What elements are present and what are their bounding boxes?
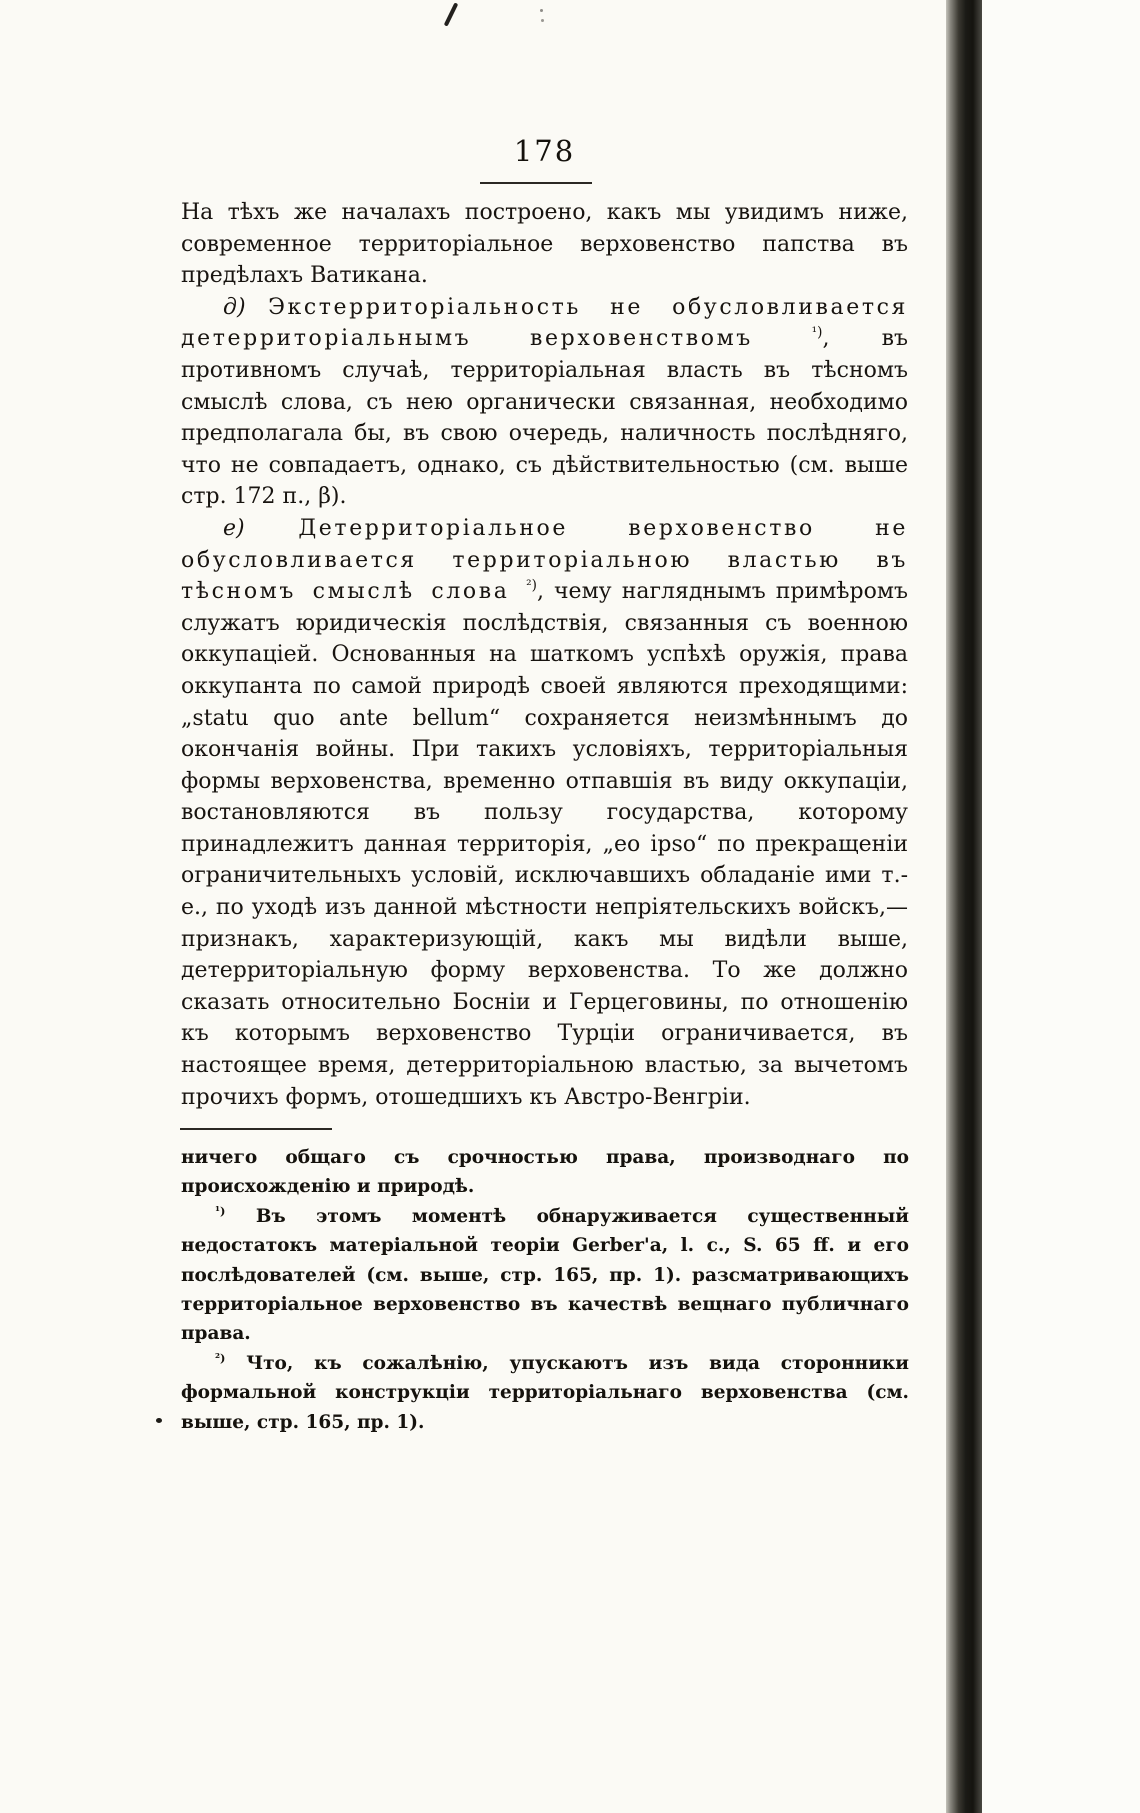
item-marker: е): [223, 515, 299, 541]
scan-right-margin: [982, 0, 1140, 1813]
footnote-continuation: [181, 1143, 909, 1202]
footnotes: [181, 1143, 909, 1437]
paragraph-text: , чему нагляднымъ примѣромъ служатъ юридическія послѣдствія, связанныя съ военною оккупаціей. Основанныя на шаткомъ успѣхѣ оружія, права оккупанта по самой природѣ своей являются преходящими: „statu quo ante bellum“ сохраняется неизмѣннымъ до окончанія войны. При такихъ условіяхъ, территоріальныя формы верховенства, временно отпавшія въ виду оккупаціи, востановляются въ пользу государства, которому принадлежитъ данная территорія, „eo ipso“ по прекращеніи ограничительныхъ условій, исключавшихъ обладаніе ими т.-е., по уходѣ изъ данной мѣстности непріятельскихъ войскъ,—признакъ, характеризующій, какъ мы видѣли выше, детерриторіальную форму верховенства. То же должно сказать относительно Босніи и Герцеговины, по отношенію къ которымъ верховенство Турціи ограничивается, въ настоящее время, детерриторіальною властью, за вычетомъ прочихъ формъ, отошедшихъ къ Австро-Венгріи.: [181, 579, 908, 1110]
footnote-separator: [180, 1128, 332, 1130]
ink-speck: [540, 9, 543, 12]
item-marker: д): [223, 294, 269, 320]
footnote: [181, 1202, 909, 1349]
emphasized-text: Детерриторіальное верховенство не обусловливается территоріальною властью въ тѣсномъ смыслѣ слова: [181, 515, 908, 605]
paragraph: [181, 292, 908, 513]
footnote-ref-1: ¹): [811, 325, 823, 342]
pen-mark: [444, 2, 459, 26]
paragraph: [181, 513, 908, 1113]
emphasized-text: Экстерриторіальность не обусловливается детерриторіальнымъ верховенствомъ: [181, 294, 908, 352]
footnote-ref-2: ²): [526, 577, 537, 594]
page-number: 178: [513, 134, 576, 168]
footnote-text: Въ этомъ моментѣ обнаруживается существенный недостатокъ матеріальной теоріи Gerber'а, l. c., S. 65 ff. и его послѣдователей (см. выше, стр. 165, пр. 1). разсматривающихъ территоріальное верховенство въ качествѣ вещнаго публичнаго права.: [181, 1205, 909, 1345]
paragraph-text: На тѣхъ же началахъ построено, какъ мы увидимъ ниже, современное территоріальное верховенство папства въ предѣлахъ Ватикана.: [181, 200, 908, 289]
page-number-rule: [480, 182, 592, 184]
paragraph-text: , въ противномъ случаѣ, территоріальная власть въ тѣсномъ смыслѣ слова, съ нею органически связанная, необходимо предполагала бы, въ свою очередь, наличность послѣдняго, что не совпадаетъ, однако, съ дѣйствительностью (см. выше стр. 172 п., β).: [181, 326, 908, 510]
footnote: [181, 1349, 909, 1437]
footnote-marker-2: ²): [215, 1350, 226, 1365]
paragraph: [181, 197, 908, 292]
scan-gutter-shadow: [946, 0, 982, 1813]
body-text: [181, 197, 908, 1113]
footnote-text: Что, къ сожалѣнію, упускаютъ изъ вида сторонники формальной конструкціи территоріальнаго верховенства (см. выше, стр. 165, пр. 1).: [181, 1352, 909, 1433]
footnote-marker-1: ¹): [215, 1203, 226, 1218]
ink-dot: [156, 1418, 162, 1423]
footnote-text: ничего общаго съ срочностью права, производнаго по происхожденію и природѣ.: [181, 1147, 909, 1198]
ink-speck: [541, 19, 544, 22]
